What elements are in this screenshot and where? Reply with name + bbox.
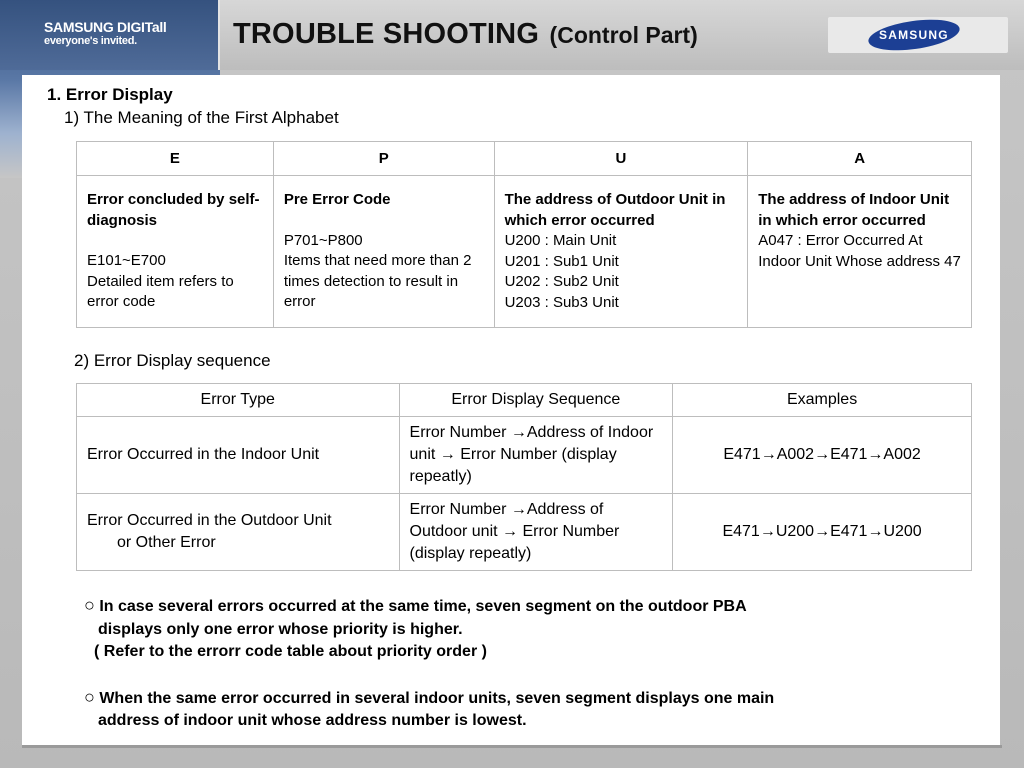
samsung-logo-box <box>828 17 1008 53</box>
section-heading: 1. Error Display <box>47 85 173 104</box>
cell-a-desc: A047 : Error Occurred At Indoor Unit Whose address 47 <box>758 232 961 270</box>
note-2-line2: address of indoor unit whose address number is lowest. <box>98 712 527 729</box>
cell-p-title: Pre Error Code <box>283 191 391 209</box>
bullet-circle-icon: ○ <box>84 686 95 707</box>
cell-p <box>273 176 494 328</box>
seq-sequence-cell: Error Number →Address of Indoor unit → Error Number (display repeatly) <box>399 417 673 494</box>
display-sequence-table <box>76 383 972 571</box>
seq-type-text: Error Occurred in the Outdoor Unit <box>87 512 332 529</box>
samsung-digitall-logo <box>0 0 220 70</box>
seq-header-type: Error Type <box>77 384 400 417</box>
slide-title <box>233 18 698 51</box>
cell-u-line: U203 : Sub3 Unit <box>504 293 619 311</box>
note-2 <box>84 686 774 711</box>
header-e: E <box>77 142 274 176</box>
notes-block <box>84 594 774 733</box>
content-panel <box>22 75 1000 745</box>
cell-p-range: P701~P800 <box>283 231 363 249</box>
cell-a-title: The address of Indoor Unit in which error occurred <box>758 191 950 229</box>
cell-a <box>748 176 972 328</box>
seq-type-text: Error Occurred in the Indoor Unit <box>87 446 320 463</box>
brand-text: SAMSUNG <box>879 28 949 42</box>
seq-sequence-cell: Error Number →Address of Outdoor unit → Error Number (display repeatly) <box>399 494 673 571</box>
header-p: P <box>273 142 494 176</box>
seq-header-row <box>77 384 972 417</box>
cell-u-line: U201 : Sub1 Unit <box>504 252 619 270</box>
subsection-first-alphabet: 1) The Meaning of the First Alphabet <box>64 108 339 127</box>
title-main: TROUBLE SHOOTING <box>233 18 540 50</box>
cell-u <box>494 176 748 328</box>
content-shadow <box>22 745 1002 748</box>
cell-u-line: U200 : Main Unit <box>504 232 617 249</box>
note-2-line1: When the same error occurred in several indoor units, seven segment displays one main <box>99 689 775 707</box>
seq-header-examples: Examples <box>673 384 972 417</box>
first-alphabet-table <box>76 141 972 328</box>
note-1-line3: ( Refer to the errorr code table about priority order ) <box>94 643 487 660</box>
cell-u-title: The address of Outdoor Unit in which error occurred <box>504 191 726 229</box>
seq-header-sequence: Error Display Sequence <box>399 384 673 417</box>
logo-line2: everyone's invited. <box>44 35 137 47</box>
subsection-display-sequence: 2) Error Display sequence <box>74 351 271 370</box>
seq-example-cell: E471→U200→E471→U200 <box>673 494 972 571</box>
cell-u-line: U202 : Sub2 Unit <box>504 273 619 290</box>
seq-type-cell <box>77 417 400 494</box>
note-1 <box>84 594 774 619</box>
cell-e <box>77 176 274 328</box>
bullet-circle-icon: ○ <box>84 595 95 615</box>
seq-type-text-2: or Other Error <box>117 534 216 551</box>
cell-p-desc: Items that need more than 2 times detection to result in error <box>283 252 472 311</box>
seq-example-cell: E471→A002→E471→A002 <box>673 417 972 494</box>
header-a: A <box>748 142 972 176</box>
logo-line1: SAMSUNG DIGITall <box>44 19 167 35</box>
table-row <box>77 494 972 571</box>
header-u: U <box>494 142 748 176</box>
note-1-line2: displays only one error whose priority is higher. <box>98 620 463 638</box>
seq-type-cell <box>77 494 400 571</box>
table-row <box>77 176 972 328</box>
cell-e-range: E101~E700 <box>87 252 166 269</box>
table-row <box>77 417 972 494</box>
samsung-logo-icon <box>866 15 961 56</box>
cell-e-title: Error concluded by self-diagnosis <box>87 191 260 229</box>
cell-e-desc: Detailed item refers to error code <box>87 272 234 310</box>
title-part: (Control Part) <box>549 22 698 48</box>
note-1-line1: In case several errors occurred at the same time, seven segment on the outdoor PBA <box>99 598 747 615</box>
table-header-row <box>77 142 972 176</box>
